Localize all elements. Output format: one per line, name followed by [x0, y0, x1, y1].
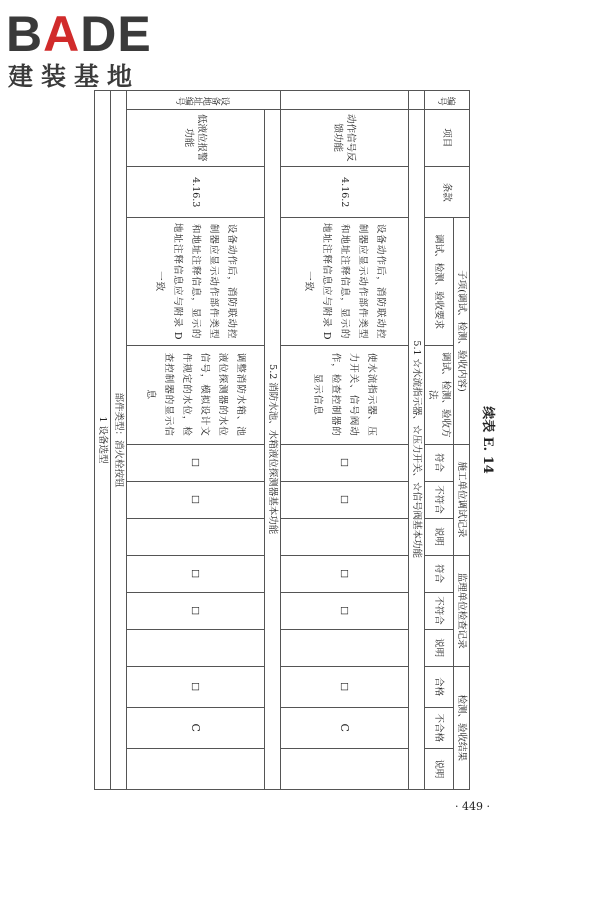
header-result-unqualified: 不合格	[425, 707, 454, 748]
row-method: 调整消防水箱、池液位探测器的水位信号，模拟设计文件规定的水位，检查控制器的显示信息	[127, 345, 265, 444]
brand-letters-de: DE	[80, 6, 152, 62]
row-clause: 4.16.3	[127, 167, 265, 218]
brand-letter-a: A	[43, 6, 81, 62]
construct-nonconform-checkbox[interactable]: □	[281, 481, 409, 518]
header-row-1	[454, 91, 470, 790]
table-row	[281, 91, 409, 790]
header-req: 调试、检测、验收要求	[425, 218, 454, 345]
side-label-device-address: 设备地址编号	[127, 91, 281, 110]
supervise-nonconform-checkbox[interactable]: □	[281, 592, 409, 629]
section-title-row	[265, 91, 281, 790]
result-note-cell[interactable]	[127, 748, 265, 789]
brand-logo	[6, 6, 181, 92]
header-supervise-note: 说明	[425, 629, 454, 666]
header-no: 编号	[425, 91, 470, 110]
header-construct-note: 说明	[425, 518, 454, 555]
construct-note-cell[interactable]	[127, 518, 265, 555]
supervise-note-cell[interactable]	[127, 629, 265, 666]
selection-label: 1 设备选型	[95, 91, 111, 790]
row-item: 低液位报警功能	[127, 109, 265, 167]
supervise-nonconform-checkbox[interactable]: □	[127, 592, 265, 629]
result-unqualified-mark: C	[127, 707, 265, 748]
table-caption: 续表 E. 14	[480, 406, 495, 474]
row-method: 使水流指示器、压力开关、信号阀动作，检查控制器的显示信息	[281, 345, 409, 444]
supervise-note-cell[interactable]	[281, 629, 409, 666]
header-supervise: 监理单位检查记录	[454, 555, 470, 666]
result-qualified-checkbox[interactable]: □	[127, 666, 265, 707]
header-construct-nonconform: 不符合	[425, 481, 454, 518]
construct-conform-checkbox[interactable]: □	[281, 444, 409, 481]
table-row	[127, 91, 265, 790]
page-number: · 449 ·	[455, 800, 490, 813]
result-note-cell[interactable]	[281, 748, 409, 789]
part-type-label: 部件类型：消火栓按钮	[111, 91, 127, 790]
result-qualified-checkbox[interactable]: □	[281, 666, 409, 707]
row-clause: 4.16.2	[281, 167, 409, 218]
header-subitem: 子项(调试、检测、验收内容)	[454, 218, 470, 444]
section-title: 5.1 ☆水流指示器、☆压力开关、☆信号阀基本功能	[409, 109, 425, 790]
construct-nonconform-checkbox[interactable]: □	[127, 481, 265, 518]
header-construct-conform: 符合	[425, 444, 454, 481]
result-unqualified-mark: C	[281, 707, 409, 748]
section-title: 5.2 消防水池、水箱液位探测器基本功能	[265, 109, 281, 790]
header-supervise-nonconform: 不符合	[425, 592, 454, 629]
brand-wordmark	[6, 6, 152, 62]
brand-letter-b: B	[6, 6, 44, 62]
construct-note-cell[interactable]	[281, 518, 409, 555]
header-item: 项目	[425, 109, 470, 167]
header-method: 调试、检测、验收方法	[425, 345, 454, 444]
supervise-conform-checkbox[interactable]: □	[281, 555, 409, 592]
construct-conform-checkbox[interactable]: □	[127, 444, 265, 481]
row-item: 动作信号反馈功能	[281, 109, 409, 167]
header-result-qualified: 合格	[425, 666, 454, 707]
header-result: 检测、验收结果	[454, 666, 470, 789]
part-type-row	[111, 91, 127, 790]
inspection-table	[94, 90, 470, 790]
row-requirement: 设备动作后，消防联动控制器应显示动作部件类型和地址注释信息，显示的地址注释信息应与附录 D 一致	[127, 218, 265, 345]
rotated-table-page	[80, 90, 500, 790]
section-title-row	[409, 91, 425, 790]
header-supervise-conform: 符合	[425, 555, 454, 592]
header-clause: 条款	[425, 167, 470, 218]
brand-chinese-name: 建装基地	[8, 62, 141, 91]
header-result-note: 说明	[425, 748, 454, 789]
supervise-conform-checkbox[interactable]: □	[127, 555, 265, 592]
row-requirement: 设备动作后，消防联动控制器应显示动作部件类型和地址注释信息，显示的地址注释信息应与附录 D 一致	[281, 218, 409, 345]
selection-row	[95, 91, 111, 790]
header-construct: 施工单位调试记录	[454, 444, 470, 555]
